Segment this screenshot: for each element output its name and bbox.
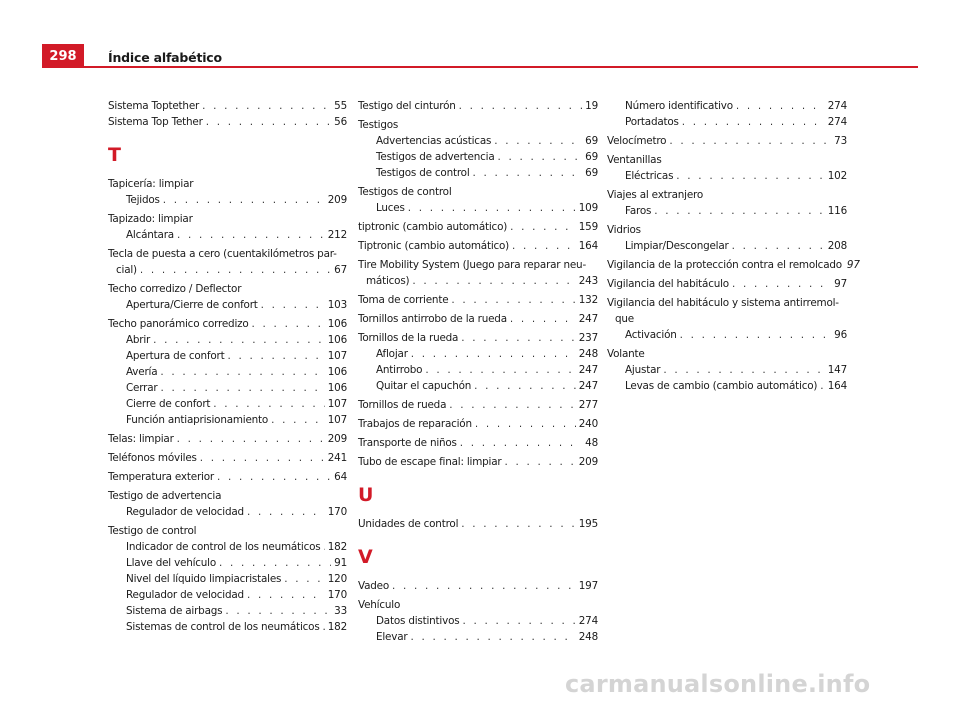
entry-page: 106 [327,382,347,394]
dot-leader [206,114,331,130]
dot-leader [247,587,325,603]
entry-page: 197 [578,580,598,592]
entry-label: Faros [625,205,652,217]
index-subentry [607,238,847,254]
entry-page: 241 [327,452,347,464]
dot-leader [736,98,825,114]
index-subentry [607,362,847,378]
index-subentry [108,227,347,243]
dot-leader [392,578,576,594]
entry-label: Portadatos [625,116,679,128]
dot-leader [324,539,325,555]
dot-leader [217,469,331,485]
dot-leader [225,603,331,619]
dot-leader [669,133,831,149]
entry-label: Sistemas de control de los neumáticos [126,621,320,633]
dot-leader [732,276,831,292]
dot-leader [219,555,331,571]
entry-page: 209 [327,433,347,445]
entry-page: 48 [585,437,598,449]
index-column-2 [358,98,598,645]
entry-label: Tornillos antirrobo de la rueda [358,313,507,325]
entry-page: 116 [827,205,847,217]
index-entry [358,416,598,432]
dot-leader [474,378,576,394]
entry-heading: Vehículo [358,599,401,611]
entry-heading: Tecla de puesta a cero (cuentakilómetros par- [108,248,337,260]
entry-page: 208 [827,240,847,252]
entry-page: 69 [585,135,598,147]
dot-leader [247,504,325,520]
entry-page: 240 [578,418,598,430]
entry-label: Tubo de escape final: limpiar [358,456,502,468]
dot-leader [411,346,576,362]
index-entry [108,98,347,114]
dot-leader [153,332,325,348]
dot-leader [820,378,825,394]
index-subentry [108,571,347,587]
entry-page: 96 [834,329,847,341]
index-subentry [607,327,847,343]
dot-leader [410,629,575,645]
index-subentry [108,297,347,313]
index-subentry [607,98,847,114]
dot-leader [451,292,575,308]
entry-page: 164 [578,240,598,252]
entry-page: 247 [578,364,598,376]
entry-page: 159 [578,221,598,233]
dot-leader [177,227,325,243]
entry-page: 69 [585,151,598,163]
entry-page: 120 [327,573,347,585]
entry-page: 97 [846,259,860,271]
dot-leader [676,168,824,184]
entry-page: 274 [827,100,847,112]
entry-page: 97 [834,278,847,290]
entry-label: Apertura de confort [126,350,225,362]
entry-label: Trabajos de reparación [358,418,472,430]
index-entry [108,431,347,447]
dot-leader [261,297,325,313]
entry-label: Llave del vehículo [126,557,217,569]
dot-leader [160,380,324,396]
entry-label: Tornillos de la rueda [358,332,459,344]
entry-label: Advertencias acústicas [376,135,492,147]
index-entry [358,516,598,532]
watermark-text: carmanualsonline.info [565,670,871,698]
entry-label: Testigos de control [376,167,470,179]
entry-page: 102 [827,170,847,182]
index-entry [108,469,347,485]
entry-heading: Testigos de control [358,186,452,198]
entry-page: 277 [578,399,598,411]
entry-page: 212 [327,229,347,241]
entry-label: Levas de cambio (cambio automático) [625,380,818,392]
index-subentry [607,168,847,184]
index-column-1 [108,98,347,635]
index-subentry [108,539,347,555]
entry-heading: Vigilancia del habitáculo y sistema antirremol- [607,297,839,309]
entry-label: Datos distintivos [376,615,460,627]
entry-label: Cierre de confort [126,398,211,410]
index-entry [607,257,860,273]
entry-heading-continued: que [615,313,634,325]
index-entry [108,114,347,130]
entry-label: Regulador de velocidad [126,506,244,518]
entry-label: Antirrobo [376,364,423,376]
dot-leader [408,200,576,216]
index-subentry [358,149,598,165]
dot-leader [140,262,331,278]
index-entry [358,219,598,235]
entry-label: Ajustar [625,364,661,376]
letter-heading-v: V [358,546,373,568]
entry-label: Telas: limpiar [108,433,174,445]
entry-label: Apertura/Cierre de confort [126,299,258,311]
index-subentry [108,348,347,364]
dot-leader [227,348,324,364]
dot-leader [510,219,576,235]
entry-label: Tiptronic (cambio automático) [358,240,510,252]
index-subentry [108,364,347,380]
entry-label: Testigos de advertencia [376,151,495,163]
entry-page: 209 [578,456,598,468]
entry-label: Eléctricas [625,170,674,182]
entry-page: 164 [827,380,847,392]
entry-page: 132 [578,294,598,306]
entry-heading: Ventanillas [607,154,662,166]
entry-page: 170 [327,506,347,518]
dot-leader [732,238,825,254]
entry-label: Luces [376,202,405,214]
dot-leader [461,516,576,532]
entry-label: Nivel del líquido limpiacristales [126,573,282,585]
index-subentry [358,629,598,645]
index-subentry [108,332,347,348]
dot-leader [213,396,324,412]
entry-label: Techo panorámico corredizo [108,318,249,330]
index-subentry [108,555,347,571]
index-subentry [108,587,347,603]
entry-heading: Vidrios [607,224,641,236]
dot-leader [473,165,583,181]
dot-leader [462,613,575,629]
entry-label: Sistema Top Tether [108,116,203,128]
index-subentry [108,504,347,520]
dot-leader [323,619,325,635]
index-subentry [108,396,347,412]
index-subentry [108,603,347,619]
entry-page: 56 [334,116,347,128]
entry-page: 69 [585,167,598,179]
dot-leader [200,450,325,466]
index-subentry [358,613,598,629]
entry-page: 103 [327,299,347,311]
index-entry [607,133,847,149]
entry-label: Temperatura exterior [108,471,214,483]
entry-page: 109 [578,202,598,214]
entry-heading: Testigo de advertencia [108,490,222,502]
dot-leader [412,273,575,289]
dot-leader [252,316,325,332]
entry-heading: Techo corredizo / Deflector [108,283,242,295]
entry-label: Vigilancia del habitáculo [607,278,729,290]
entry-page: 182 [327,541,347,553]
entry-page: 147 [827,364,847,376]
entry-page: 170 [327,589,347,601]
dot-leader [475,416,576,432]
entry-page: 55 [334,100,347,112]
entry-heading: Viajes al extranjero [607,189,704,201]
index-entry [358,330,598,346]
entry-label: Elevar [376,631,408,643]
entry-label: Vadeo [358,580,390,592]
entry-label: Tornillos de rueda [358,399,447,411]
index-entry [358,454,598,470]
entry-page: 107 [327,414,347,426]
index-entry [358,292,598,308]
entry-page: 243 [578,275,598,287]
index-column-3 [607,98,860,394]
index-entry [108,316,347,332]
page-header [0,0,960,68]
index-subentry [108,192,347,208]
entry-label: Abrir [126,334,151,346]
entry-page: 274 [827,116,847,128]
entry-page: 19 [585,100,598,112]
entry-label: tiptronic (cambio automático) [358,221,508,233]
dot-leader [163,192,325,208]
index-subentry [607,378,847,394]
entry-page: 106 [327,334,347,346]
index-entry [358,98,598,114]
index-entry [358,311,598,327]
entry-page: 64 [334,471,347,483]
entry-page: 107 [327,398,347,410]
entry-page: 67 [334,264,347,276]
entry-label: Vigilancia de la protección contra el remolcado [607,259,842,271]
dot-leader [494,133,582,149]
entry-label: Sistema Toptether [108,100,200,112]
entry-page: 91 [334,557,347,569]
entry-label: máticos) [366,275,410,287]
index-entry-continued [108,262,347,278]
index-entry [108,450,347,466]
entry-label: Quitar el capuchón [376,380,472,392]
header-rule [42,66,918,68]
entry-label: Aflojar [376,348,408,360]
index-entry-continued [358,273,598,289]
dot-leader [425,362,575,378]
dot-leader [663,362,824,378]
dot-leader [271,412,325,428]
dot-leader [449,397,576,413]
dot-leader [680,327,832,343]
entry-label: Toma de corriente [358,294,449,306]
entry-label: cial) [116,264,137,276]
index-subentry [108,619,347,635]
entry-page: 106 [327,318,347,330]
dot-leader [284,571,325,587]
dot-leader [460,435,582,451]
page-number-badge [42,44,84,68]
entry-label: Alcántara [126,229,174,241]
index-subentry [358,362,598,378]
dot-leader [498,149,583,165]
entry-label: Función antiaprisionamiento [126,414,269,426]
index-subentry [108,380,347,396]
entry-heading: Testigos [358,119,399,131]
dot-leader [160,364,324,380]
entry-label: Testigo del cinturón [358,100,456,112]
index-subentry [358,165,598,181]
entry-page: 247 [578,380,598,392]
dot-leader [461,330,576,346]
index-entry [358,238,598,254]
entry-label: Sistema de airbags [126,605,223,617]
dot-leader [512,238,576,254]
entry-label: Avería [126,366,158,378]
index-subentry [358,200,598,216]
index-entry [607,276,847,292]
dot-leader [682,114,825,130]
entry-label: Regulador de velocidad [126,589,244,601]
index-subentry [607,114,847,130]
entry-label: Número identificativo [625,100,733,112]
entry-label: Velocímetro [607,135,667,147]
entry-label: Teléfonos móviles [108,452,197,464]
entry-heading: Testigo de control [108,525,197,537]
page-number: 298 [49,48,77,64]
entry-page: 248 [578,631,598,643]
entry-page: 248 [578,348,598,360]
dot-leader [504,454,575,470]
entry-label: Cerrar [126,382,158,394]
entry-page: 33 [334,605,347,617]
letter-heading-t: T [108,144,121,166]
entry-page: 107 [327,350,347,362]
section-title: Índice alfabético [108,50,222,65]
entry-heading: Volante [607,348,645,360]
index-subentry [358,346,598,362]
entry-page: 247 [578,313,598,325]
entry-heading: Tire Mobility System (Juego para reparar neu- [358,259,586,271]
entry-label: Tejidos [126,194,160,206]
entry-page: 195 [578,518,598,530]
index-entry [358,578,598,594]
entry-label: Activación [625,329,677,341]
index-subentry [358,133,598,149]
dot-leader [510,311,576,327]
entry-page: 73 [834,135,847,147]
entry-label: Indicador de control de los neumáticos [126,541,321,553]
entry-page: 209 [327,194,347,206]
index-subentry [108,412,347,428]
dot-leader [459,98,583,114]
entry-heading: Tapizado: limpiar [108,213,193,225]
index-subentry [607,203,847,219]
dot-leader [177,431,325,447]
entry-page: 182 [327,621,347,633]
entry-page: 237 [578,332,598,344]
entry-label: Unidades de control [358,518,459,530]
entry-label: Limpiar/Descongelar [625,240,729,252]
dot-leader [202,98,331,114]
index-entry [358,435,598,451]
entry-label: Transporte de niños [358,437,457,449]
entry-page: 274 [578,615,598,627]
letter-heading-u: U [358,484,374,506]
index-subentry [358,378,598,394]
dot-leader [654,203,825,219]
entry-page: 106 [327,366,347,378]
entry-heading: Tapicería: limpiar [108,178,194,190]
index-entry [358,397,598,413]
